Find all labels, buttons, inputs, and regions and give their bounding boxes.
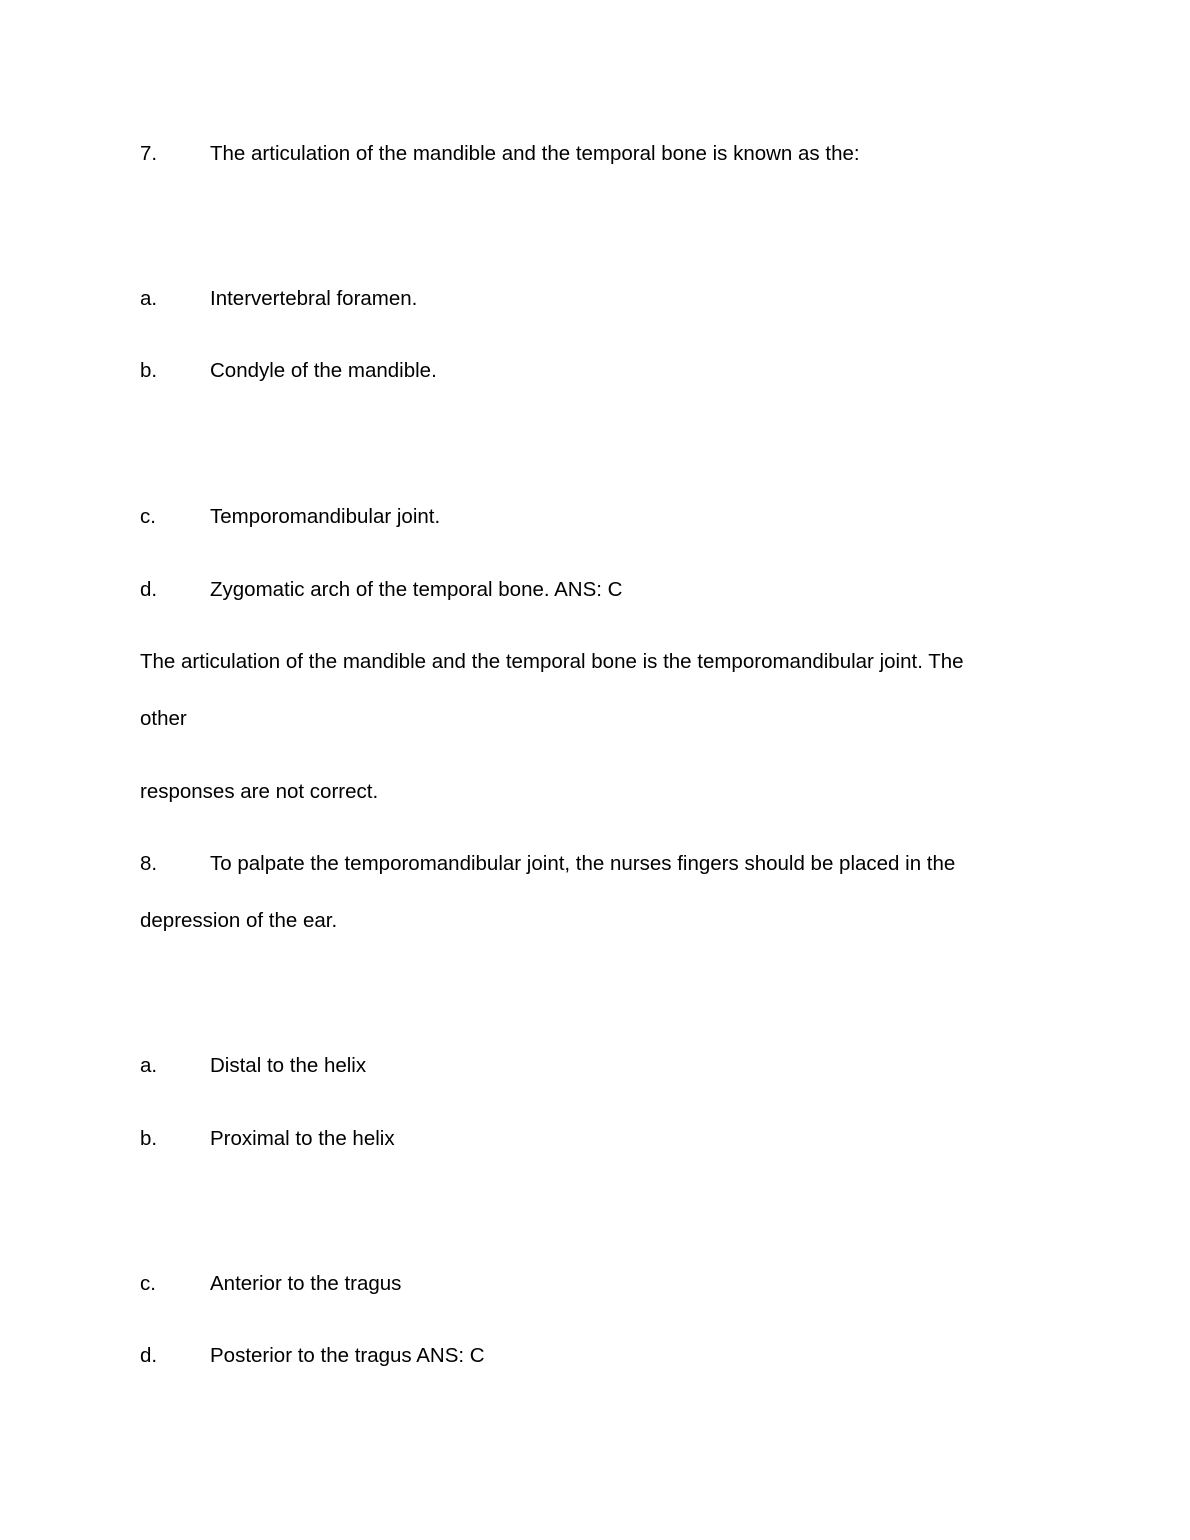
option-letter: d.	[140, 1344, 158, 1367]
option-text: Anterior to the tragus	[210, 1272, 402, 1295]
option-text: Zygomatic arch of the temporal bone. ANS: C	[210, 578, 623, 601]
option-text: Condyle of the mandible.	[210, 359, 437, 382]
option-letter: a.	[140, 287, 158, 310]
option-text: Posterior to the tragus ANS: C	[210, 1344, 485, 1367]
option-text: Temporomandibular joint.	[210, 505, 441, 528]
rationale-line: other	[140, 707, 187, 730]
rationale-line: responses are not correct.	[140, 780, 379, 803]
option-text: Intervertebral foramen.	[210, 287, 418, 310]
option-letter: c.	[140, 1272, 156, 1295]
option-letter: a.	[140, 1054, 158, 1077]
question-number: 8.	[140, 852, 158, 875]
option-letter: b.	[140, 359, 158, 382]
option-letter: c.	[140, 505, 156, 528]
question-stem: To palpate the temporomandibular joint, the nurses fingers should be placed in the	[210, 852, 956, 875]
option-letter: b.	[140, 1127, 158, 1150]
rationale-line: The articulation of the mandible and the temporal bone is the temporomandibular joint. The	[140, 650, 964, 673]
question-stem: The articulation of the mandible and the temporal bone is known as the:	[210, 142, 860, 165]
option-text: Distal to the helix	[210, 1054, 367, 1077]
option-text: Proximal to the helix	[210, 1127, 395, 1150]
question-stem-continued: depression of the ear.	[140, 909, 338, 932]
question-number: 7.	[140, 142, 158, 165]
option-letter: d.	[140, 578, 158, 601]
